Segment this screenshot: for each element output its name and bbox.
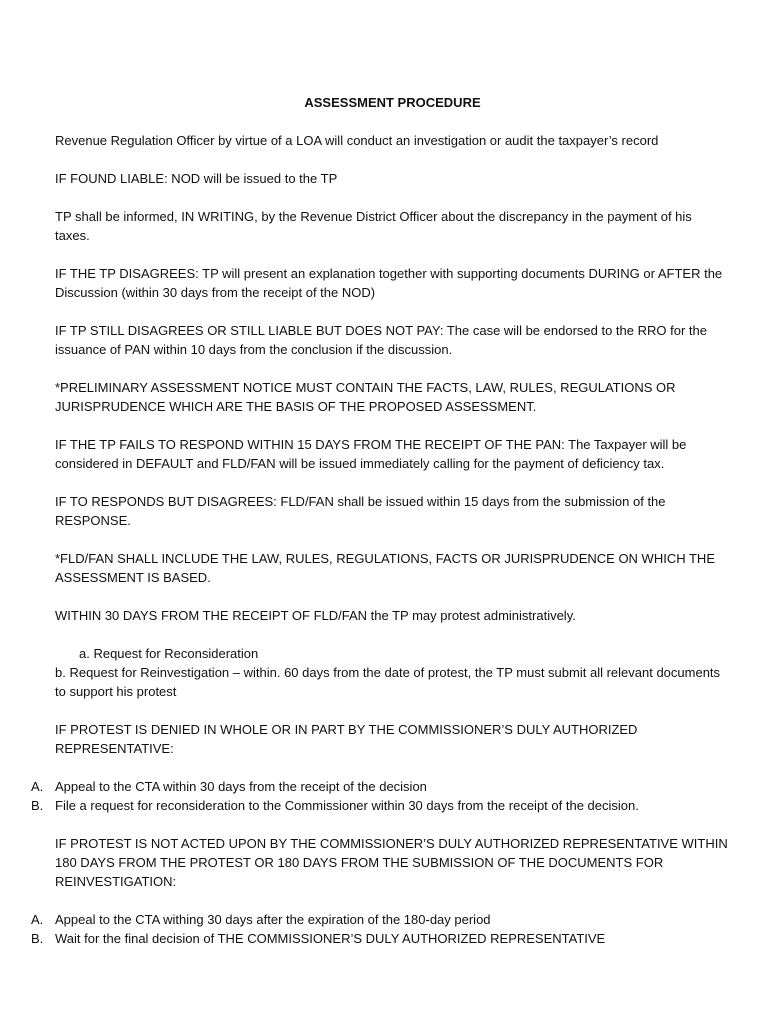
paragraph-informed-in-writing: TP shall be informed, IN WRITING, by the Revenue District Officer about the discrepancy in the payment of his taxes. bbox=[55, 209, 692, 243]
paragraph-fails-to-respond: IF THE TP FAILS TO RESPOND WITHIN 15 DAYS FROM THE RECEIPT OF THE PAN: The Taxpayer will be considered in DEFAULT and FLD/FAN will be issued immediately calling for the payment of deficiency tax. bbox=[55, 437, 687, 471]
list-item-text: Appeal to the CTA withing 30 days after the expiration of the 180-day period bbox=[55, 912, 491, 927]
paragraph-protest-not-acted: IF PROTEST IS NOT ACTED UPON BY THE COMMISSIONER’S DULY AUTHORIZED REPRESENTATIVE WITHIN 180 DAYS FROM THE PROTEST OR 180 DAYS FROM THE SUBMISSION OF THE DOCUMENTS FOR REINVESTIGATION: bbox=[55, 836, 728, 889]
document-title: ASSESSMENT PROCEDURE bbox=[304, 95, 481, 110]
list-item bbox=[31, 796, 730, 815]
list-marker: A. bbox=[31, 779, 44, 794]
paragraph-protest-denied: IF PROTEST IS DENIED IN WHOLE OR IN PART BY THE COMMISSIONER’S DULY AUTHORIZED REPRESENTATIVE: bbox=[55, 722, 638, 756]
paragraph-rro-investigation: Revenue Regulation Officer by virtue of a LOA will conduct an investigation or audit the taxpayer’s record bbox=[55, 133, 659, 148]
protest-option-reconsideration: a. Request for Reconsideration bbox=[79, 646, 259, 661]
list-item-text: Appeal to the CTA within 30 days from the receipt of the decision bbox=[55, 779, 427, 794]
paragraph-found-liable: IF FOUND LIABLE: NOD will be issued to the TP bbox=[55, 171, 338, 186]
denied-options-list bbox=[31, 777, 730, 815]
paragraph-responds-disagrees: IF TO RESPONDS BUT DISAGREES: FLD/FAN shall be issued within 15 days from the submission of the RESPONSE. bbox=[55, 494, 666, 528]
list-item bbox=[31, 910, 730, 929]
not-acted-options-list bbox=[31, 910, 730, 948]
list-item bbox=[31, 929, 730, 948]
paragraph-tp-disagrees: IF THE TP DISAGREES: TP will present an explanation together with supporting documents DURING or AFTER the Discussion (within 30 days from the receipt of the NOD) bbox=[55, 266, 723, 300]
list-item-text: File a request for reconsideration to the Commissioner within 30 days from the receipt of the decision. bbox=[55, 798, 639, 813]
list-item bbox=[31, 777, 730, 796]
paragraph-pan-contents: *PRELIMINARY ASSESSMENT NOTICE MUST CONTAIN THE FACTS, LAW, RULES, REGULATIONS OR JURISPRUDENCE WHICH ARE THE BASIS OF THE PROPOSED ASSESSMENT. bbox=[55, 380, 676, 414]
list-marker: B. bbox=[31, 931, 44, 946]
list-item-text: Wait for the final decision of THE COMMISSIONER’S DULY AUTHORIZED REPRESENTATIVE bbox=[55, 931, 606, 946]
list-marker: B. bbox=[31, 798, 44, 813]
paragraph-still-disagrees: IF TP STILL DISAGREES OR STILL LIABLE BUT DOES NOT PAY: The case will be endorsed to the RRO for the issuance of PAN within 10 days from the conclusion if the discussion. bbox=[55, 323, 707, 357]
paragraph-fld-fan-contents: *FLD/FAN SHALL INCLUDE THE LAW, RULES, REGULATIONS, FACTS OR JURISPRUDENCE ON WHICH THE ASSESSMENT IS BASED. bbox=[55, 551, 715, 585]
protest-option-reinvestigation: b. Request for Reinvestigation – within. 60 days from the date of protest, the TP must submit all relevant documents to support his protest bbox=[55, 665, 721, 699]
paragraph-protest-window: WITHIN 30 DAYS FROM THE RECEIPT OF FLD/FAN the TP may protest administratively. bbox=[55, 608, 576, 623]
list-marker: A. bbox=[31, 912, 44, 927]
